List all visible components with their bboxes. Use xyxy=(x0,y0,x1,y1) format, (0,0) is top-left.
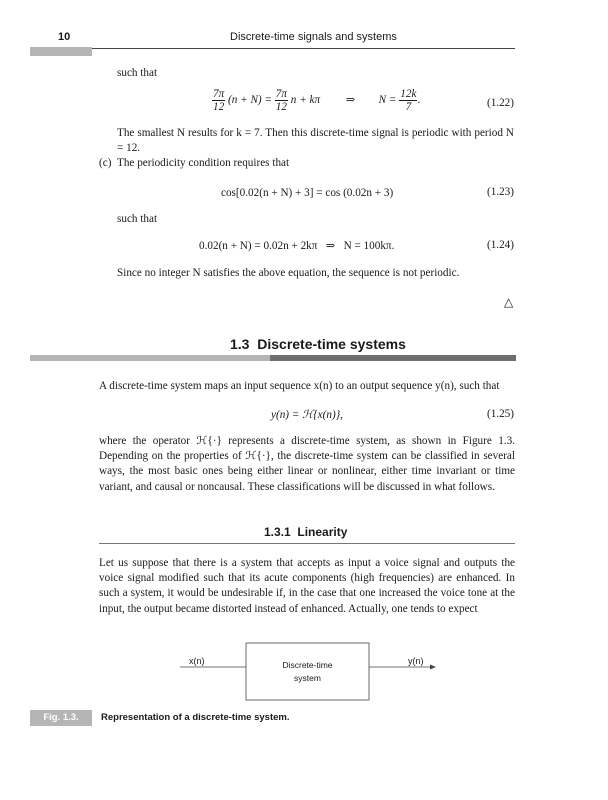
eq-122-rhs-num: 12k xyxy=(400,88,417,100)
header-grey-bar xyxy=(30,47,92,56)
eq-122-rhs: N = xyxy=(378,94,397,107)
eq-122-end: . xyxy=(417,94,421,107)
eq-122-rhs-den: 7 xyxy=(405,101,412,113)
section-para-2: where the operator ℋ{·} represents a discrete-time system, as shown in Figure 1.3. Depending on the properties of ℋ{·}, the discrete-time system can be classified in several ways, the most basic ones being either linear or nonlinear, either time invariant or time variant, and causal or noncausal. These classifications will be discussed in what follows. xyxy=(99,435,515,493)
running-title: Discrete-time signals and systems xyxy=(230,31,397,43)
eq-122-mid: n + kπ xyxy=(290,94,321,107)
subsection-title: 1.3.1 Linearity xyxy=(264,525,348,539)
figure-label-text: Fig. 1.3. xyxy=(43,712,79,723)
eq-122-frac1-num: 7π xyxy=(213,88,225,100)
eq-number-1-22: (1.22) xyxy=(486,97,514,109)
eq-122-implies: ⇒ xyxy=(345,94,356,107)
eq-122-frac1-den: 12 xyxy=(213,101,225,113)
part-b-conclusion: The smallest N results for k = 7. Then this discrete-time signal is periodic with period N = 12. xyxy=(117,127,514,155)
system-box-label-line1: Discrete-time xyxy=(282,660,333,670)
such-that-2: such that xyxy=(117,213,158,225)
input-label: x(n) xyxy=(189,656,205,666)
such-that-1: such that xyxy=(117,67,158,79)
end-of-example-marker: △ xyxy=(504,295,514,309)
output-label: y(n) xyxy=(408,656,424,666)
section-title: 1.3 Discrete-time systems xyxy=(230,336,406,352)
section-dark-bar xyxy=(270,355,516,361)
equation-1-25: y(n) = ℋ{x(n)}, xyxy=(271,409,343,421)
figure-label xyxy=(30,710,92,726)
section-para-1: A discrete-time system maps an input sequence x(n) to an output sequence y(n), such that xyxy=(99,380,500,392)
part-c-label: (c) xyxy=(99,157,112,169)
eq-122-frac2-num: 7π xyxy=(275,88,287,100)
equation-1-22 xyxy=(212,88,420,113)
figure-caption: Representation of a discrete-time system. xyxy=(101,712,290,723)
subsection-para: Let us suppose that there is a system that accepts as input a voice signal and outputs the voice signal modified such that its acute components (high frequencies) are enhanced. In such a system, it would be undesirable if, in the case that one increased the voice tone at the input, the output became distorted instead of enhanced. Actually, one tends to expect xyxy=(99,557,515,615)
eq-122-lhs: (n + N) = xyxy=(228,94,272,107)
eq-number-1-23: (1.23) xyxy=(486,186,514,198)
part-c-intro: The periodicity condition requires that xyxy=(117,157,290,169)
subsection-rule xyxy=(99,543,515,544)
eq-122-frac2-den: 12 xyxy=(275,101,287,113)
output-arrow-head xyxy=(430,665,436,670)
equation-1-24: 0.02(n + N) = 0.02n + 2kπ ⇒ N = 100kπ. xyxy=(199,240,395,252)
page-number: 10 xyxy=(58,31,71,43)
equation-1-23: cos[0.02(n + N) + 3] = cos (0.02n + 3) xyxy=(221,187,394,199)
header-rule xyxy=(92,48,515,49)
part-c-conclusion: Since no integer N satisfies the above equation, the sequence is not periodic. xyxy=(117,267,460,279)
system-box-label xyxy=(246,659,369,685)
system-box-label-line2: system xyxy=(294,673,321,683)
eq-number-1-24: (1.24) xyxy=(486,239,514,251)
eq-number-1-25: (1.25) xyxy=(486,408,514,420)
